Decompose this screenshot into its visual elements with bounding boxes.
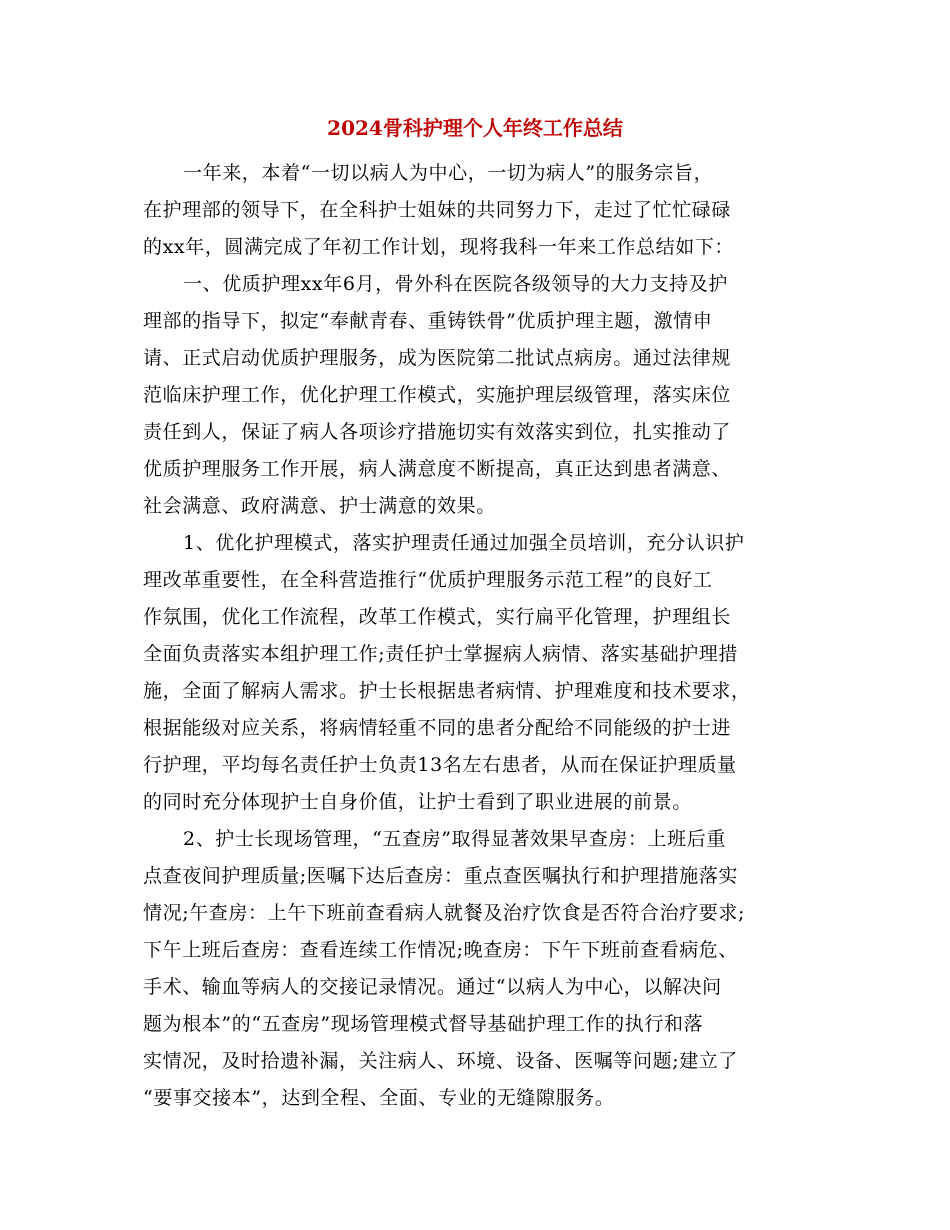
paragraph-line: 行护理，平均每名责任护士负责13名左右患者，从而在保证护理质量 — [143, 754, 737, 776]
paragraph-line: 责任到人，保证了病人各项诊疗措施切实有效落实到位，扎实推动了 — [143, 421, 732, 443]
document-title: 2024骨科护理个人年终工作总结 — [327, 116, 623, 140]
paragraph-line: 理改革重要性，在全科营造推行“优质护理服务示范工程”的良好工 — [143, 569, 713, 591]
paragraph-line: 点查夜间护理质量;医嘱下达后查房：重点查医嘱执行和护理措施落实 — [143, 865, 739, 887]
paragraph-line: 范临床护理工作，优化护理工作模式，实施护理层级管理，落实床位 — [143, 384, 732, 406]
paragraph-line: 请、正式启动优质护理服务，成为医院第二批试点病房。通过法律规 — [143, 347, 732, 369]
paragraph-line: 手术、输血等病人的交接记录情况。通过“以病人为中心，以解决问 — [143, 976, 722, 998]
paragraph-line: 理部的指导下，拟定“奉献青春、重铸铁骨”优质护理主题，激情申 — [143, 310, 713, 332]
paragraph-line: 作氛围，优化工作流程，改革工作模式，实行扁平化管理，护理组长 — [143, 606, 732, 628]
paragraph-line: 题为根本”的“五查房”现场管理模式督导基础护理工作的执行和落 — [143, 1013, 704, 1035]
paragraph-line: 一、优质护理xx年6月，骨外科在医院各级领导的大力支持及护 — [183, 273, 728, 295]
paragraph-line: 一年来，本着“一切以病人为中心，一切为病人”的服务宗旨， — [183, 162, 714, 184]
paragraph-line: 实情况，及时拾遗补漏，关注病人、环境、设备、医嘱等问题;建立了 — [143, 1050, 739, 1072]
paragraph-line: 优质护理服务工作开展，病人满意度不断提高，真正达到患者满意、 — [143, 458, 732, 480]
paragraph-line: 在护理部的领导下，在全科护士姐妹的共同努力下，走过了忙忙碌碌 — [143, 199, 732, 221]
paragraph-line: 2、护士长现场管理，“五查房”取得显著效果早查房：上班后重 — [183, 828, 726, 850]
paragraph-line: 下午上班后查房：查看连续工作情况;晚查房：下午下班前查看病危、 — [143, 939, 739, 961]
paragraph-line: 社会满意、政府满意、护士满意的效果。 — [143, 495, 496, 517]
paragraph-line: 全面负责落实本组护理工作;责任护士掌握病人病情、落实基础护理措 — [143, 643, 739, 665]
paragraph-line: 的同时充分体现护士自身价值，让护士看到了职业进展的前景。 — [143, 791, 692, 813]
paragraph-line: 1、优化护理模式，落实护理责任通过加强全员培训，充分认识护 — [183, 532, 745, 554]
paragraph-line: 根据能级对应关系，将病情轻重不同的患者分配给不同能级的护士进 — [143, 717, 732, 739]
paragraph-line: “要事交接本”，达到全程、全面、专业的无缝隙服务。 — [143, 1087, 615, 1109]
paragraph-line: 的xx年，圆满完成了年初工作计划，现将我科一年来工作总结如下： — [143, 236, 735, 258]
paragraph-line: 情况;午查房：上午下班前查看病人就餐及治疗饮食是否符合治疗要求; — [143, 902, 746, 924]
paragraph-line: 施，全面了解病人需求。护士长根据患者病情、护理难度和技术要求， — [143, 680, 751, 702]
